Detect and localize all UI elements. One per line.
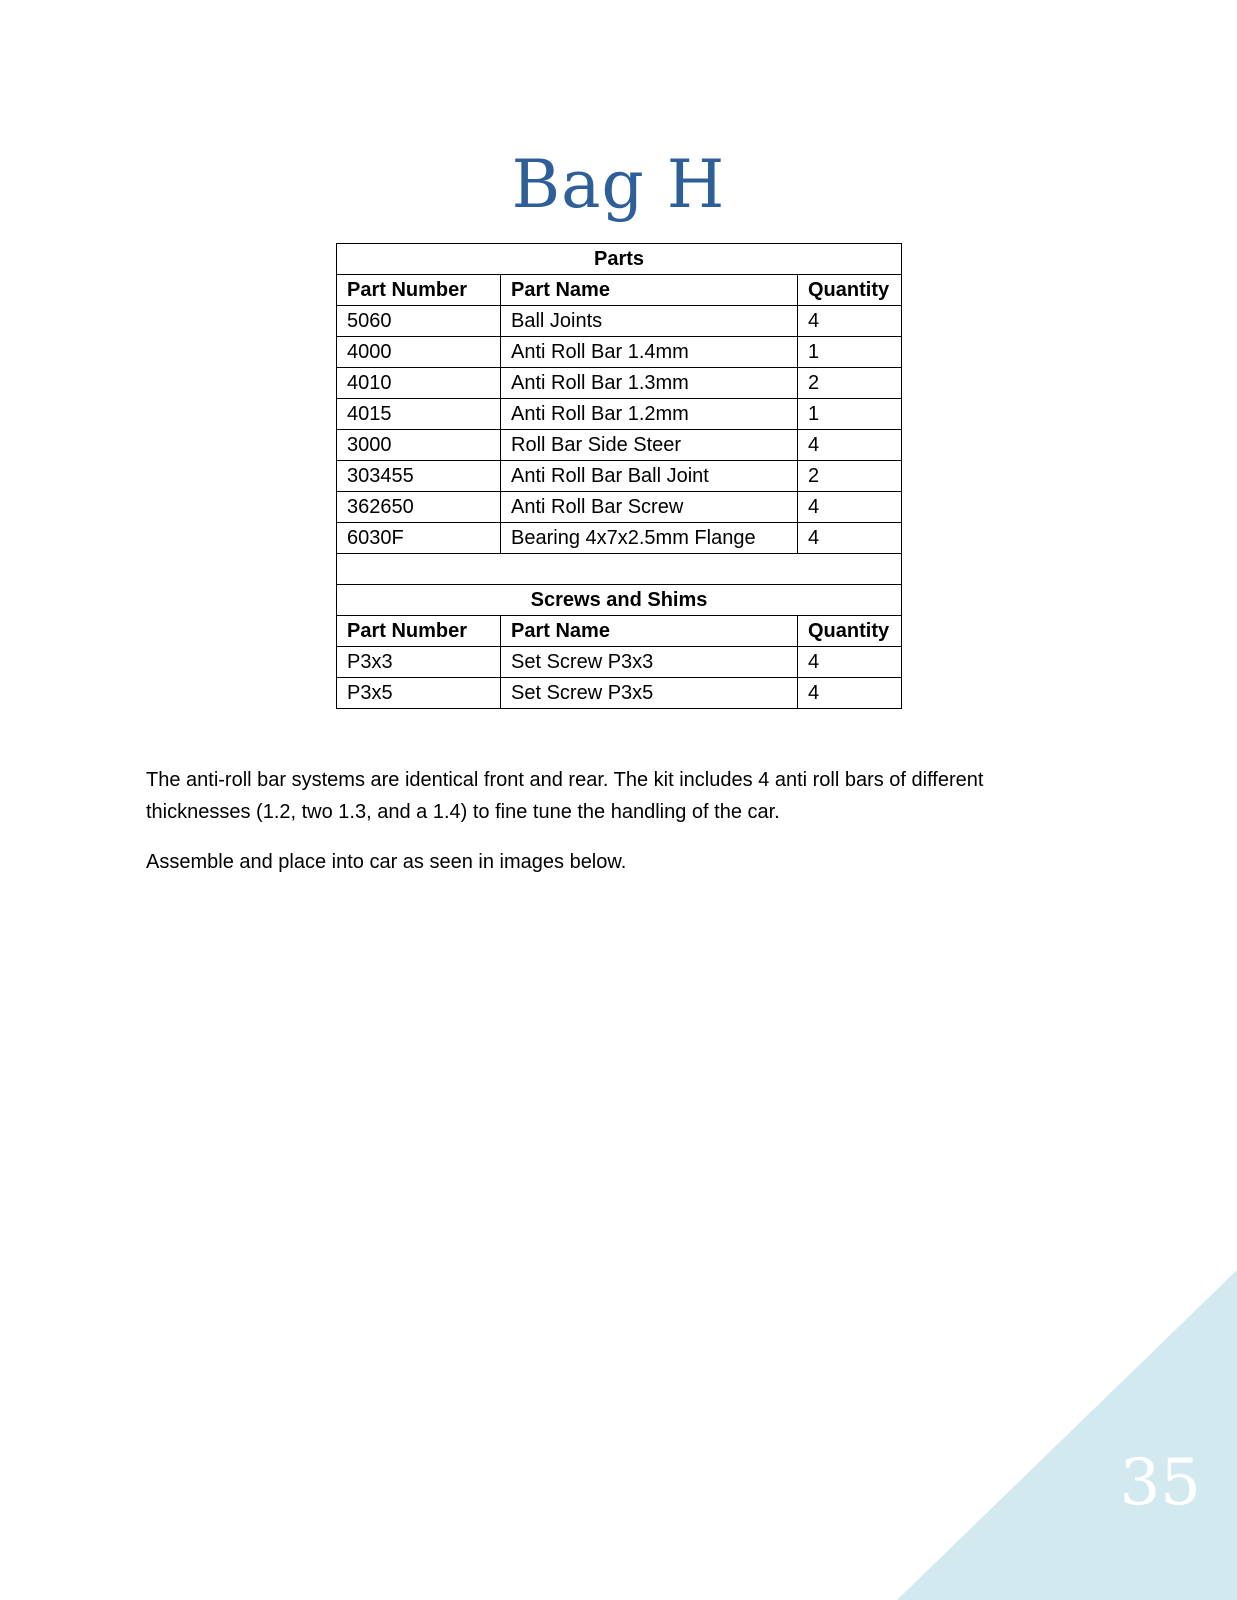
part-number-cell: P3x5: [337, 678, 501, 709]
table-row: [337, 368, 902, 399]
quantity-cell: 4: [798, 523, 902, 554]
table-row: [337, 337, 902, 368]
part-name-cell: Ball Joints: [501, 306, 798, 337]
quantity-cell: 4: [798, 647, 902, 678]
column-header-part-name: Part Name: [501, 275, 798, 306]
spacer-row: [337, 554, 902, 585]
instruction-paragraph: Assemble and place into car as seen in images below.: [146, 851, 627, 873]
page-number: 35: [1119, 1446, 1201, 1520]
part-name-cell: Anti Roll Bar 1.3mm: [501, 368, 798, 399]
part-name-cell: Set Screw P3x5: [501, 678, 798, 709]
screws-header-row: [337, 616, 902, 647]
part-number-cell: 4000: [337, 337, 501, 368]
column-header-part-number: Part Number: [337, 616, 501, 647]
parts-table: [336, 243, 902, 709]
table-row: [337, 523, 902, 554]
part-name-cell: Anti Roll Bar Ball Joint: [501, 461, 798, 492]
quantity-cell: 4: [798, 430, 902, 461]
part-number-cell: 4010: [337, 368, 501, 399]
table-row: [337, 430, 902, 461]
parts-heading: Parts: [337, 244, 902, 275]
part-number-cell: 4015: [337, 399, 501, 430]
quantity-cell: 4: [798, 492, 902, 523]
part-number-cell: P3x3: [337, 647, 501, 678]
description-paragraph: The anti-roll bar systems are identical front and rear. The kit includes 4 anti roll bars of different thicknesses (1.2, two 1.3, and a 1.4) to fine tune the handling of the car.: [146, 769, 984, 823]
part-name-cell: Anti Roll Bar 1.4mm: [501, 337, 798, 368]
quantity-cell: 4: [798, 306, 902, 337]
column-header-quantity: Quantity: [798, 616, 902, 647]
part-name-cell: Set Screw P3x3: [501, 647, 798, 678]
screws-heading: Screws and Shims: [337, 585, 902, 616]
table-row: [337, 647, 902, 678]
table-row: [337, 306, 902, 337]
parts-heading-row: [337, 244, 902, 275]
part-name-cell: Bearing 4x7x2.5mm Flange: [501, 523, 798, 554]
page-title: Bag H: [511, 146, 726, 223]
quantity-cell: 1: [798, 399, 902, 430]
part-number-cell: 303455: [337, 461, 501, 492]
table-row: [337, 461, 902, 492]
table-row: [337, 399, 902, 430]
part-number-cell: 362650: [337, 492, 501, 523]
table-row: [337, 492, 902, 523]
table-row: [337, 678, 902, 709]
corner-triangle-decoration: [897, 1270, 1237, 1600]
column-header-part-number: Part Number: [337, 275, 501, 306]
part-name-cell: Anti Roll Bar Screw: [501, 492, 798, 523]
part-number-cell: 5060: [337, 306, 501, 337]
column-header-part-name: Part Name: [501, 616, 798, 647]
parts-header-row: [337, 275, 902, 306]
quantity-cell: 4: [798, 678, 902, 709]
part-number-cell: 3000: [337, 430, 501, 461]
part-name-cell: Roll Bar Side Steer: [501, 430, 798, 461]
screws-heading-row: [337, 585, 902, 616]
part-name-cell: Anti Roll Bar 1.2mm: [501, 399, 798, 430]
quantity-cell: 2: [798, 461, 902, 492]
part-number-cell: 6030F: [337, 523, 501, 554]
quantity-cell: 2: [798, 368, 902, 399]
quantity-cell: 1: [798, 337, 902, 368]
empty-cell: [337, 554, 902, 585]
corner-triangle: [897, 1270, 1237, 1600]
column-header-quantity: Quantity: [798, 275, 902, 306]
